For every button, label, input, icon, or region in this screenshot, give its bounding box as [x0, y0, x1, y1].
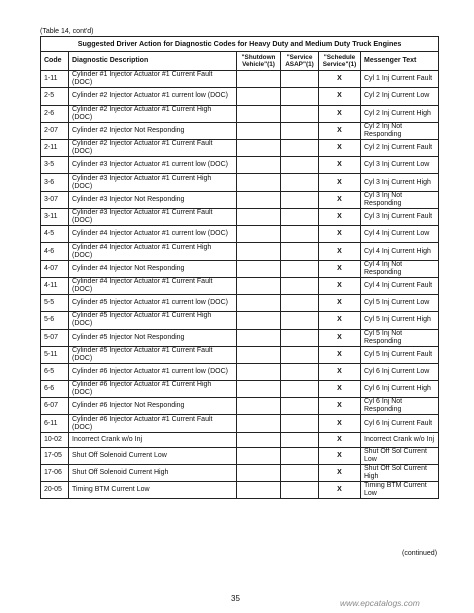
- shutdown-cell: [237, 139, 281, 156]
- schedule-cell: X: [319, 226, 361, 243]
- code-cell: 2-5: [41, 88, 69, 105]
- description-cell: Cylinder #3 Injector Actuator #1 Current High (DOC): [69, 174, 237, 191]
- messenger-cell: Cyl 3 Inj Current Low: [361, 157, 439, 174]
- description-cell: Shut Off Solenoid Current Low: [69, 448, 237, 465]
- messenger-cell: Timing BTM Current Low: [361, 482, 439, 499]
- service-cell: [281, 174, 319, 191]
- shutdown-cell: [237, 277, 281, 294]
- shutdown-cell: [237, 243, 281, 260]
- shutdown-cell: [237, 346, 281, 363]
- description-cell: Cylinder #6 Injector Actuator #1 current low (DOC): [69, 363, 237, 380]
- description-cell: Cylinder #2 Injector Actuator #1 Current High (DOC): [69, 105, 237, 122]
- service-cell: [281, 448, 319, 465]
- service-cell: [281, 346, 319, 363]
- schedule-cell: X: [319, 139, 361, 156]
- shutdown-cell: [237, 191, 281, 208]
- messenger-cell: Cyl 4 Inj Not Responding: [361, 260, 439, 277]
- code-cell: 5-5: [41, 294, 69, 311]
- schedule-cell: X: [319, 415, 361, 432]
- service-cell: [281, 88, 319, 105]
- schedule-cell: X: [319, 88, 361, 105]
- table-title: Suggested Driver Action for Diagnostic Codes for Heavy Duty and Medium Duty Truck Engines: [41, 37, 439, 52]
- description-cell: Cylinder #3 Injector Actuator #1 current low (DOC): [69, 157, 237, 174]
- shutdown-cell: [237, 398, 281, 415]
- code-cell: 20-05: [41, 482, 69, 499]
- table-row: [41, 415, 439, 432]
- col-header-messenger: Messenger Text: [361, 52, 439, 71]
- col-header-service: "Service ASAP"(1): [281, 52, 319, 71]
- schedule-cell: X: [319, 294, 361, 311]
- description-cell: Cylinder #5 Injector Actuator #1 current low (DOC): [69, 294, 237, 311]
- description-cell: Cylinder #3 Injector Actuator #1 Current Fault (DOC): [69, 208, 237, 225]
- messenger-cell: Cyl 3 Inj Current Fault: [361, 208, 439, 225]
- table-row: [41, 243, 439, 260]
- schedule-cell: X: [319, 208, 361, 225]
- description-cell: Cylinder #4 Injector Not Responding: [69, 260, 237, 277]
- shutdown-cell: [237, 312, 281, 329]
- schedule-cell: X: [319, 465, 361, 482]
- col-header-schedule: "Schedule Service"(1): [319, 52, 361, 71]
- shutdown-cell: [237, 71, 281, 88]
- schedule-cell: X: [319, 398, 361, 415]
- description-cell: Cylinder #6 Injector Not Responding: [69, 398, 237, 415]
- code-cell: 3-6: [41, 174, 69, 191]
- service-cell: [281, 226, 319, 243]
- schedule-cell: X: [319, 71, 361, 88]
- description-cell: Shut Off Solenoid Current High: [69, 465, 237, 482]
- table-row: [41, 71, 439, 88]
- description-cell: Cylinder #6 Injector Actuator #1 Current High (DOC): [69, 381, 237, 398]
- column-header-row: [41, 52, 439, 71]
- shutdown-cell: [237, 329, 281, 346]
- table-row: [41, 157, 439, 174]
- description-cell: Cylinder #5 Injector Not Responding: [69, 329, 237, 346]
- schedule-cell: X: [319, 329, 361, 346]
- shutdown-cell: [237, 88, 281, 105]
- description-cell: Incorrect Crank w/o Inj: [69, 432, 237, 447]
- messenger-cell: Incorrect Crank w/o Inj: [361, 432, 439, 447]
- col-header-description: Diagnostic Description: [69, 52, 237, 71]
- shutdown-cell: [237, 105, 281, 122]
- description-cell: Cylinder #6 Injector Actuator #1 Current Fault (DOC): [69, 415, 237, 432]
- diagnostic-codes-table: [40, 36, 439, 499]
- messenger-cell: Cyl 3 Inj Not Responding: [361, 191, 439, 208]
- description-cell: Cylinder #3 Injector Not Responding: [69, 191, 237, 208]
- table-row: [41, 398, 439, 415]
- schedule-cell: X: [319, 122, 361, 139]
- messenger-cell: Shut Off Sol Current High: [361, 465, 439, 482]
- table-row: [41, 294, 439, 311]
- schedule-cell: X: [319, 363, 361, 380]
- schedule-cell: X: [319, 381, 361, 398]
- description-cell: Cylinder #4 Injector Actuator #1 Current Fault (DOC): [69, 277, 237, 294]
- description-cell: Cylinder #4 Injector Actuator #1 current low (DOC): [69, 226, 237, 243]
- service-cell: [281, 157, 319, 174]
- table-row: [41, 465, 439, 482]
- code-cell: 5-6: [41, 312, 69, 329]
- schedule-cell: X: [319, 260, 361, 277]
- service-cell: [281, 105, 319, 122]
- description-cell: Cylinder #2 Injector Actuator #1 current low (DOC): [69, 88, 237, 105]
- messenger-cell: Cyl 5 Inj Current Fault: [361, 346, 439, 363]
- messenger-cell: Cyl 4 Inj Current Fault: [361, 277, 439, 294]
- code-cell: 3-07: [41, 191, 69, 208]
- messenger-cell: Cyl 4 Inj Current High: [361, 243, 439, 260]
- service-cell: [281, 312, 319, 329]
- code-cell: 3-5: [41, 157, 69, 174]
- code-cell: 5-07: [41, 329, 69, 346]
- col-header-code: Code: [41, 52, 69, 71]
- messenger-cell: Cyl 2 Inj Current Low: [361, 88, 439, 105]
- table-row: [41, 191, 439, 208]
- schedule-cell: X: [319, 448, 361, 465]
- code-cell: 4-5: [41, 226, 69, 243]
- shutdown-cell: [237, 448, 281, 465]
- code-cell: 4-11: [41, 277, 69, 294]
- schedule-cell: X: [319, 312, 361, 329]
- shutdown-cell: [237, 363, 281, 380]
- table-row: [41, 208, 439, 225]
- shutdown-cell: [237, 174, 281, 191]
- messenger-cell: Cyl 2 Inj Current High: [361, 105, 439, 122]
- schedule-cell: X: [319, 157, 361, 174]
- code-cell: 5-11: [41, 346, 69, 363]
- service-cell: [281, 122, 319, 139]
- table-row: [41, 277, 439, 294]
- code-cell: 6-5: [41, 363, 69, 380]
- shutdown-cell: [237, 465, 281, 482]
- schedule-cell: X: [319, 432, 361, 447]
- service-cell: [281, 381, 319, 398]
- table-caption: (Table 14, cont'd): [40, 28, 94, 35]
- messenger-cell: Cyl 2 Inj Not Responding: [361, 122, 439, 139]
- description-cell: Cylinder #5 Injector Actuator #1 Current High (DOC): [69, 312, 237, 329]
- shutdown-cell: [237, 226, 281, 243]
- table-row: [41, 329, 439, 346]
- code-cell: 10-02: [41, 432, 69, 447]
- table-row: [41, 346, 439, 363]
- service-cell: [281, 243, 319, 260]
- shutdown-cell: [237, 294, 281, 311]
- service-cell: [281, 482, 319, 499]
- schedule-cell: X: [319, 277, 361, 294]
- table-row: [41, 105, 439, 122]
- messenger-cell: Cyl 6 Inj Current Fault: [361, 415, 439, 432]
- shutdown-cell: [237, 157, 281, 174]
- service-cell: [281, 260, 319, 277]
- shutdown-cell: [237, 415, 281, 432]
- shutdown-cell: [237, 432, 281, 447]
- shutdown-cell: [237, 122, 281, 139]
- service-cell: [281, 363, 319, 380]
- page-number: 35: [231, 594, 240, 603]
- service-cell: [281, 329, 319, 346]
- messenger-cell: Cyl 6 Inj Current Low: [361, 363, 439, 380]
- table-row: [41, 482, 439, 499]
- table-row: [41, 432, 439, 447]
- code-cell: 17-05: [41, 448, 69, 465]
- table-row: [41, 260, 439, 277]
- description-cell: Cylinder #4 Injector Actuator #1 Current High (DOC): [69, 243, 237, 260]
- code-cell: 6-07: [41, 398, 69, 415]
- schedule-cell: X: [319, 482, 361, 499]
- service-cell: [281, 432, 319, 447]
- table-row: [41, 381, 439, 398]
- service-cell: [281, 415, 319, 432]
- shutdown-cell: [237, 260, 281, 277]
- table-row: [41, 174, 439, 191]
- messenger-cell: Cyl 5 Inj Current High: [361, 312, 439, 329]
- schedule-cell: X: [319, 105, 361, 122]
- service-cell: [281, 465, 319, 482]
- col-header-shutdown: "Shutdown Vehicle"(1): [237, 52, 281, 71]
- messenger-cell: Cyl 6 Inj Current High: [361, 381, 439, 398]
- description-cell: Cylinder #2 Injector Not Responding: [69, 122, 237, 139]
- shutdown-cell: [237, 208, 281, 225]
- messenger-cell: Cyl 5 Inj Current Low: [361, 294, 439, 311]
- service-cell: [281, 71, 319, 88]
- code-cell: 17-06: [41, 465, 69, 482]
- description-cell: Cylinder #5 Injector Actuator #1 Current Fault (DOC): [69, 346, 237, 363]
- code-cell: 6-6: [41, 381, 69, 398]
- description-cell: Cylinder #2 Injector Actuator #1 Current Fault (DOC): [69, 139, 237, 156]
- messenger-cell: Cyl 1 Inj Current Fault: [361, 71, 439, 88]
- messenger-cell: Cyl 6 Inj Not Responding: [361, 398, 439, 415]
- messenger-cell: Shut Off Sol Current Low: [361, 448, 439, 465]
- shutdown-cell: [237, 482, 281, 499]
- watermark: www.epcatalogs.com: [340, 598, 420, 608]
- schedule-cell: X: [319, 191, 361, 208]
- table-row: [41, 448, 439, 465]
- schedule-cell: X: [319, 346, 361, 363]
- schedule-cell: X: [319, 243, 361, 260]
- description-cell: Timing BTM Current Low: [69, 482, 237, 499]
- table-row: [41, 312, 439, 329]
- code-cell: 2-11: [41, 139, 69, 156]
- service-cell: [281, 277, 319, 294]
- messenger-cell: Cyl 3 Inj Current High: [361, 174, 439, 191]
- code-cell: 6-11: [41, 415, 69, 432]
- table-row: [41, 226, 439, 243]
- service-cell: [281, 139, 319, 156]
- messenger-cell: Cyl 5 Inj Not Responding: [361, 329, 439, 346]
- service-cell: [281, 208, 319, 225]
- table-row: [41, 363, 439, 380]
- code-cell: 3-11: [41, 208, 69, 225]
- code-cell: 4-07: [41, 260, 69, 277]
- service-cell: [281, 398, 319, 415]
- continued-note: (continued): [402, 550, 438, 557]
- code-cell: 2-6: [41, 105, 69, 122]
- schedule-cell: X: [319, 174, 361, 191]
- table-row: [41, 122, 439, 139]
- table-row: [41, 88, 439, 105]
- code-cell: 2-07: [41, 122, 69, 139]
- code-cell: 1-11: [41, 71, 69, 88]
- messenger-cell: Cyl 2 Inj Current Fault: [361, 139, 439, 156]
- table-row: [41, 139, 439, 156]
- shutdown-cell: [237, 381, 281, 398]
- code-cell: 4-6: [41, 243, 69, 260]
- service-cell: [281, 294, 319, 311]
- description-cell: Cylinder #1 Injector Actuator #1 Current Fault (DOC): [69, 71, 237, 88]
- messenger-cell: Cyl 4 Inj Current Low: [361, 226, 439, 243]
- service-cell: [281, 191, 319, 208]
